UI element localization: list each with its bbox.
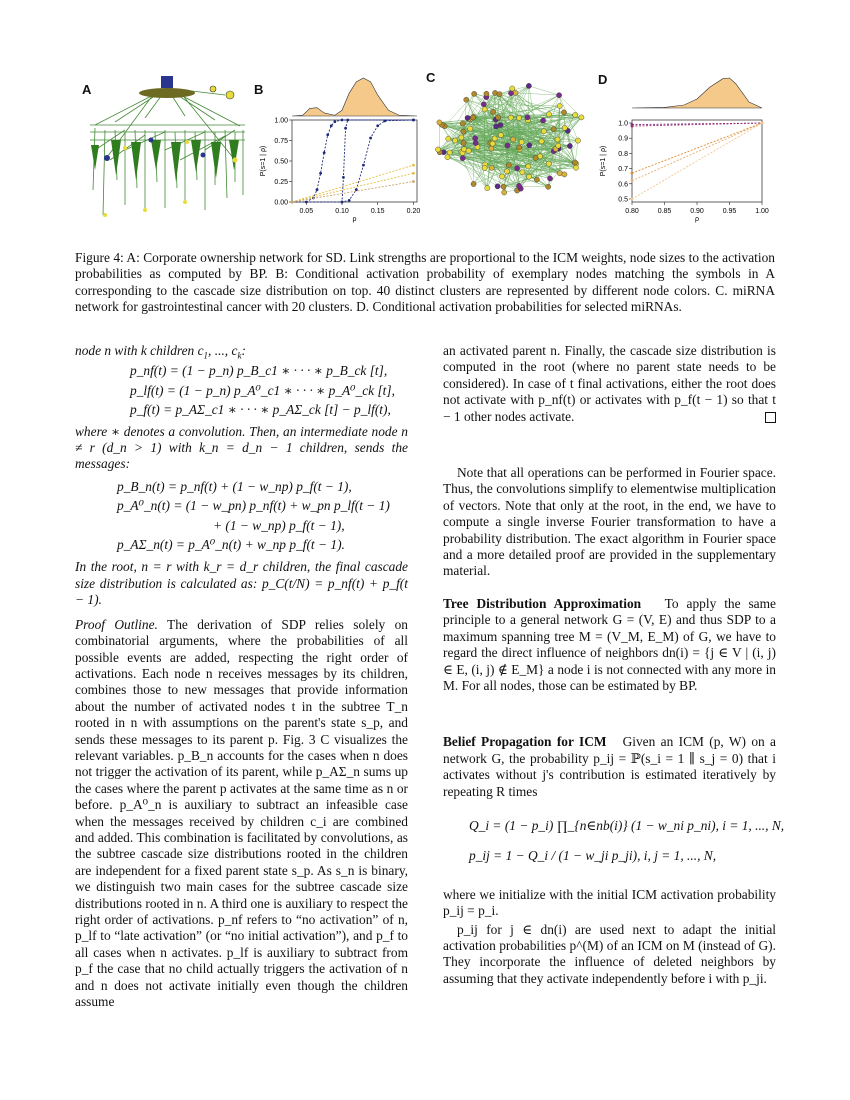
network-node: [557, 171, 562, 176]
panel-d-letter: D: [598, 72, 608, 87]
series-point-navy-step: [346, 119, 349, 122]
equation-pa0n: p_A⁰_n(t) = (1 − w_pn) p_nf(t) + w_pn p_lf(t − 1): [117, 498, 390, 514]
network-node: [575, 138, 580, 143]
network-node: [567, 143, 572, 148]
series-point-navy-late: [348, 199, 351, 202]
network-node: [497, 92, 502, 97]
network-node: [460, 156, 465, 161]
network-node: [527, 143, 532, 148]
network-node: [555, 137, 560, 142]
bp-text: Given an ICM (p, W) on a network G, the probability p_ij = ℙ(s_i = 1 ∥ s_j = 0) that i activates without j's contribution is estimated iteratively by repeating R times: [443, 734, 776, 799]
theorem-tail: node n with k children $c_1$, ..., $c_k$:: [75, 343, 246, 361]
panel-d-chart: [596, 70, 776, 230]
where-text: where ∗ denotes a convolution. Then, an intermediate node n ≠ r (d_n > 1) with k_n = d_n − 1 children, sends the messages:: [75, 423, 408, 472]
network-node: [484, 91, 489, 96]
series-point-yellow-1: [412, 164, 415, 167]
theorem-tail-a: node n with k children c: [75, 343, 204, 358]
network-node: [482, 107, 487, 112]
equation-pnf: p_nf(t) = (1 − p_n) p_B_c1 ∗ · · · ∗ p_B_ck [t],: [130, 363, 388, 379]
series-point-orange-2: [631, 179, 634, 182]
network-node: [466, 148, 471, 153]
network-node: [508, 91, 513, 96]
network-node: [490, 141, 495, 146]
x-tick-label: 1.00: [755, 208, 769, 215]
panel-b-chart: [250, 70, 430, 230]
series-line-orange-1: [632, 123, 762, 173]
series-line-navy-early: [292, 120, 413, 202]
series-line-navy-late: [292, 120, 413, 202]
y-tick-label: 0.6: [618, 181, 628, 189]
series-line-yellow-2: [292, 173, 413, 202]
network-node: [511, 137, 516, 142]
y-axis-label: P(s=1 | ρ): [600, 145, 607, 177]
network-node: [561, 110, 566, 115]
network-node: [551, 127, 556, 132]
network-node: [546, 184, 551, 189]
series-point-navy-early: [341, 119, 344, 122]
equation-pa0n-cont: + (1 − w_np) p_f(t − 1),: [213, 517, 345, 533]
series-point-navy-late: [376, 124, 379, 127]
panel-c-letter: C: [426, 70, 436, 85]
series-point-tan-1: [291, 201, 294, 204]
series-point-navy-early: [316, 188, 319, 191]
network-node: [473, 140, 478, 145]
series-point-orange-3: [761, 122, 764, 125]
network-node: [525, 115, 530, 120]
series-point-navy-late: [412, 119, 415, 122]
x-axis-label: ρ: [352, 216, 357, 223]
network-node: [500, 174, 505, 179]
network-node: [546, 161, 551, 166]
x-tick-label: 0.15: [370, 208, 385, 215]
series-point-navy-step: [342, 176, 345, 179]
network-node: [482, 165, 487, 170]
network-node: [492, 136, 497, 141]
series-point-navy-early: [333, 120, 336, 123]
series-point-navy-late: [362, 164, 365, 167]
proof-continuation: [443, 343, 776, 425]
y-tick-label: 0.50: [274, 158, 288, 166]
network-node: [510, 86, 515, 91]
y-tick-label: 0.8: [618, 150, 628, 158]
final-text: p_ij for j ∈ dn(i) are used next to adapt the initial activation probabilities p^(M) of an ICM on M (instead of G). They incorporate the influence of deleted neighbors by assuming that they activate independently before i with p_ji.: [443, 921, 776, 986]
series-point-navy-step: [344, 127, 347, 130]
equation-pasn: p_AΣ_n(t) = p_A⁰_n(t) + w_np p_f(t − 1).: [117, 537, 345, 553]
x-tick-label: 0.05: [299, 208, 314, 215]
series-point-yellow-2: [412, 172, 415, 175]
network-node: [501, 184, 506, 189]
y-axis-label: P(s=1 | ρ): [260, 145, 267, 177]
network-node: [541, 129, 546, 134]
fourier-note: Note that all operations can be performed in Fourier space. Thus, the convolutions simplify to elementwise multiplication of vectors. Note that only at the root, in the end, we have to compute a single inverse Fourier transformation to have a probability distribution. The exact algorithm in Fourier space and a more detailed proof are provided in the supplementary material.: [443, 465, 776, 579]
network-node: [468, 126, 473, 131]
y-tick-label: 0.5: [618, 196, 628, 204]
panel-b-letter: B: [254, 82, 264, 97]
bp-heading: Belief Propagation for ICM: [443, 734, 607, 750]
network-node: [557, 103, 562, 108]
series-point-navy-late: [341, 201, 344, 204]
series-point-navy-early: [323, 151, 326, 154]
panel-a-network: [85, 70, 250, 220]
network-node: [445, 155, 450, 160]
network-edge: [575, 141, 578, 163]
series-point-navy-early: [319, 172, 322, 175]
network-node: [533, 155, 538, 160]
series-line-tan-1: [292, 182, 413, 203]
figure-caption: Figure 4: A: Corporate ownership network for SD. Link strengths are proportional to the ICM weights, node sizes to the activation probabilities as computed by BP. B: Conditional activation probability of exemplary nodes matching the symbols in A corresponding to the cascade size distribution on top. 40 distinct clusters are represented by different node colors. C. miRNA network for gastrointestinal cancer with 20 clusters. D. Conditional activation probabilities for selected miRNAs.: [75, 250, 775, 315]
series-point-tan-1: [412, 180, 415, 183]
network-node: [481, 102, 486, 107]
density-curve: [632, 78, 762, 108]
network-node: [534, 177, 539, 182]
y-tick-label: 1.00: [274, 117, 288, 125]
right-column: [443, 343, 785, 987]
y-tick-label: 0.9: [618, 135, 628, 143]
equation-qi: Q_i = (1 − p_i) ∏_{n∈nb(i)} (1 − w_ni p_ni), i = 1, ..., N,: [469, 817, 785, 833]
theorem-tail-b: , ..., c: [208, 343, 238, 358]
network-node: [459, 135, 464, 140]
root-text: In the root, n = r with k_r = d_r children, the final cascade size distribution is calculated as: p_C(t/N) = p_nf(t) + p_f(t − 1).: [75, 559, 408, 608]
network-node: [520, 170, 525, 175]
series-point-navy-late: [383, 119, 386, 122]
network-node: [490, 109, 495, 114]
series-line-purple-1: [632, 123, 762, 125]
network-node: [516, 115, 521, 120]
network-node: [556, 143, 561, 148]
network-node: [471, 181, 476, 186]
network-node: [435, 147, 440, 152]
network-edge: [495, 93, 581, 117]
network-node: [460, 121, 465, 126]
x-tick-label: 0.95: [722, 208, 737, 215]
network-node: [495, 184, 500, 189]
network-node: [471, 115, 476, 120]
y-tick-label: 1.0: [618, 120, 628, 128]
network-node: [562, 125, 567, 130]
network-node: [437, 120, 442, 125]
network-node: [446, 136, 451, 141]
y-tick-label: 0.25: [274, 179, 288, 186]
proof-text: The derivation of SDP relies solely on combinatorial arguments, where the probabilities of all possible events are added, respecting the right order of activations. Each node n receives messages by its children, combines those to new messages that provide information about the number of activated nodes t in the subtree T_n rooted in n with assumptions on the parent's state s_p, and sends these messages to its parent p. Fig. 3 C visualizes the relevant variables. p_B_n accounts for the cases when n does not trigger the activation of its parent, while p_AΣ_n sums up the cases where the parent p activates at the same time as n or before. p_A⁰_n is auxiliary to subtract an infeasible case when the messages received by children c_i are combined and added. This combination is facilitated by convolutions, as the subtree cascade size distributions rooted in the children are independent for a fixed parent state s_p. As s_n is binary, we distinguish two main cases for the subtree cascade size distributions rooted in n. A third one is auxiliary to respect the right order of activations. p_nf refers to “no activation” of n, p_lf to “late activation” (or “no initial activation”), and p_f to all cases when n activates. p_lf is auxiliary to subtract from p_f the case that no child actually triggers the activation of n and n does not activate initially even though the children assume: [75, 616, 408, 1010]
network-node: [447, 150, 452, 155]
tda-heading: Tree Distribution Approximation: [443, 595, 642, 611]
x-tick-label: 0.20: [406, 208, 421, 215]
network-node: [506, 163, 511, 168]
network-node: [498, 132, 503, 137]
left-column: [75, 343, 408, 1010]
series-point-navy-early: [330, 124, 333, 127]
qed-symbol: [765, 412, 776, 423]
network-node: [546, 112, 551, 117]
network-node: [526, 83, 531, 88]
network-node: [489, 165, 494, 170]
network-node: [547, 176, 552, 181]
network-node: [494, 124, 499, 129]
series-line-yellow-1: [292, 165, 413, 202]
series-point-navy-early: [326, 133, 329, 136]
panel-a-letter: A: [82, 82, 92, 97]
network-node: [517, 145, 522, 150]
x-tick-label: 0.90: [690, 208, 704, 215]
network-node: [562, 172, 567, 177]
network-node: [489, 146, 494, 151]
proof-continuation-text: an activated parent n. Finally, the cascade size distribution is computed in the root (where no parent state needs to be considered). In case of t final activations, either the root does not activate with p_nf(t) or activates with p_f(t − 1) so that t − 1 other nodes activate.: [443, 343, 776, 424]
x-tick-label: 0.80: [625, 208, 639, 215]
init-text: where we initialize with the initial ICM activation probability p_ij = p_i.: [443, 886, 776, 919]
theorem-tail-c: :: [241, 343, 246, 358]
network-node: [516, 183, 521, 188]
y-tick-label: 0.75: [274, 138, 288, 145]
network-node: [461, 140, 466, 145]
series-point-navy-late: [369, 137, 372, 140]
series-point-orange-1: [631, 172, 634, 175]
network-node: [519, 139, 524, 144]
density-curve: [292, 78, 417, 116]
series-line-navy-step: [292, 120, 413, 202]
network-node: [461, 147, 466, 152]
network-node: [485, 186, 490, 191]
network-node: [472, 91, 477, 96]
network-node: [496, 115, 501, 120]
network-node: [573, 112, 578, 117]
tda-text: To apply the same principle to a general network G = (V, E) and thus SDP to a maximum spanning tree M = (V_M, E_M) of G, we have to regard the direct influence of neighbors dn(i) = {j ∈ V | (i, j) ∈ E, (i, j) ∉ E_M} a node i is not connected with any more in M. For all nodes, those can be estimated by BP.: [443, 595, 776, 693]
network-node: [505, 143, 510, 148]
network-node: [473, 136, 478, 141]
series-point-navy-late: [355, 188, 358, 191]
network-node: [461, 129, 466, 134]
series-point-purple-2: [631, 125, 634, 128]
x-tick-label: 0.10: [335, 208, 349, 215]
network-node: [453, 138, 458, 143]
network-node: [464, 97, 469, 102]
plot-frame: [292, 120, 417, 202]
y-tick-label: 0.7: [618, 166, 628, 174]
network-node: [526, 164, 531, 169]
network-node: [515, 166, 520, 171]
equation-pij: p_ij = 1 − Q_i / (1 − w_ji p_ji), i, j = 1, ..., N,: [469, 848, 717, 864]
y-tick-label: 0.00: [274, 199, 288, 207]
panel-c-network: [432, 78, 592, 198]
proof-heading: Proof Outline.: [75, 616, 158, 632]
series-line-orange-3: [632, 123, 762, 199]
x-tick-label: 0.85: [657, 208, 672, 215]
equation-pbn: p_B_n(t) = p_nf(t) + (1 − w_np) p_f(t − 1),: [117, 478, 352, 494]
x-axis-label: ρ: [695, 216, 699, 223]
equation-pf: p_f(t) = p_AΣ_c1 ∗ · · · ∗ p_AΣ_ck [t] − p_lf(t),: [130, 402, 391, 418]
network-node: [465, 115, 470, 120]
network-node: [508, 115, 513, 120]
network-node: [526, 174, 531, 179]
series-line-orange-2: [632, 123, 762, 181]
network-node: [502, 190, 507, 195]
series-point-orange-3: [631, 198, 634, 201]
network-node: [540, 118, 545, 123]
network-node: [539, 139, 544, 144]
network-node: [573, 165, 578, 170]
network-node: [579, 115, 584, 120]
equation-plf: p_lf(t) = (1 − p_n) p_A⁰_c1 ∗ · · · ∗ p_A⁰_ck [t],: [130, 382, 395, 398]
network-node: [573, 160, 578, 165]
network-node: [504, 169, 509, 174]
network-node: [556, 93, 561, 98]
